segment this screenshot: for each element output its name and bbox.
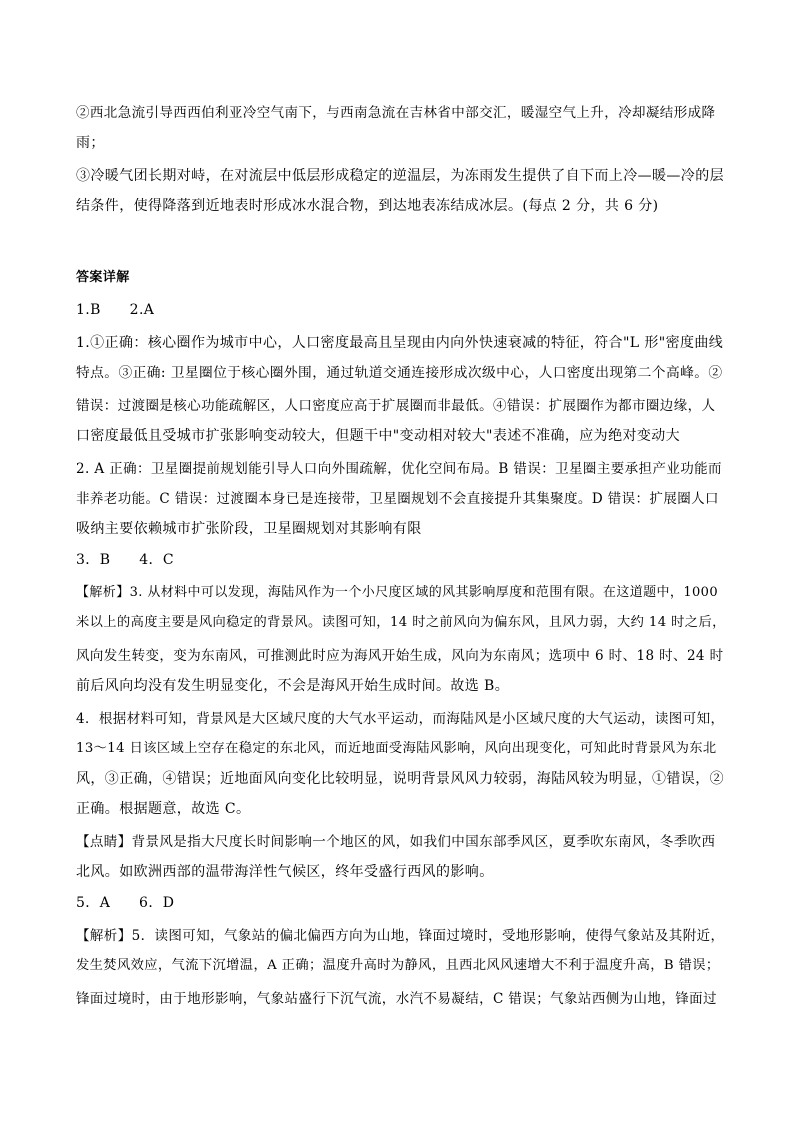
answers-1-2: 1.B 2.A [76, 302, 155, 318]
answer-point-2-line-2: 雨； [76, 135, 105, 151]
explanation-3-line-4: 前后风向均没有发生明显变化，不会是海风开始生成时间。故选 B。 [76, 678, 510, 694]
explanation-5-line-3: 锋面过境时，由于地形影响，气象站盛行下沉气流，水汽不易凝结，C 错误；气象站西侧为山地，锋面过 [76, 991, 717, 1007]
explanation-4-line-2: 13～14 日该区域上空存在稳定的东北风，而近地面受海陆风影响，风向出现变化，可知此时背景风为东北 [76, 741, 717, 756]
explanation-2-line-3: 吸纳主要依赖城市扩张阶段，卫星圈规划对其影响有限 [76, 521, 422, 537]
explanation-3-line-1: 【解析】3. 从材料中可以发现，海陆风作为一个小尺度区域的风其影响厚度和范围有限。在这道题中，1000 [76, 585, 719, 600]
explanation-4-line-4: 正确。根据题意，故选 C。 [76, 801, 251, 817]
explanation-3-line-2: 米以上的高度主要是风向稳定的背景风。读图可知，14 时之前风向为偏东风，且风力弱，大约 14 时之后， [76, 615, 726, 630]
explanation-2-line-2: 非养老功能。C 错误：过渡圈本身已是连接带，卫星圈规划不会直接提升其集聚度。D 错误：扩展圈人口 [76, 491, 719, 507]
answer-point-3-line-1: ③冷暖气团长期对峙，在对流层中低层形成稳定的逆温层，为冻雨发生提供了自下而上冷—暖—冷的层 [76, 168, 724, 184]
answer-point-2-line-1: ②西北急流引导西西伯利亚冷空气南下，与西南急流在吉林省中部交汇，暖湿空气上升，冷却凝结形成降 [76, 105, 716, 121]
explanation-3-line-3: 风向发生转变，变为东南风，可推测此时应为海风开始生成，风向为东南风；选项中 6 时、18 时、24 时 [76, 648, 724, 664]
answers-5-6: 5．A 6．D [76, 895, 175, 911]
explanation-5-line-2: 发生焚风效应，气流下沉增温，A 正确；温度升高时为静风，且西北风风速增大不利于温度升高，B 错误； [76, 958, 720, 973]
tip-line-1: 【点睛】背景风是指大尺度长时间影响一个地区的风，如我们中国东部季风区，夏季吹东南风，冬季吹西 [76, 834, 716, 850]
explanation-1-line-2: 特点。③正确: 卫星圈位于核心圈外围，通过轨道交通连接形成次级中心，人口密度出现第二个高峰。② [76, 365, 723, 381]
explanation-1-line-1: 1.①正确：核心圈作为城市中心，人口密度最高且呈现由内向外快速衰减的特征，符合"L 形"密度曲线 [76, 335, 724, 351]
explanation-2-line-1: 2. A 正确：卫星圈提前规划能引导人口向外围疏解，优化空间布局。B 错误：卫星圈主要承担产业功能而 [76, 461, 722, 477]
explanation-1-line-3: 错误：过渡圈是核心功能疏解区，人口密度应高于扩展圈而非最低。④错误：扩展圈作为都市圈边缘，人 [76, 398, 716, 414]
answer-detail-heading: 答案详解 [76, 270, 130, 285]
tip-line-2: 北风。如欧洲西部的温带海洋性气候区，终年受盛行西风的影响。 [76, 864, 494, 880]
answer-point-3-line-2: 结条件，使得降落到近地表时形成冰水混合物，到达地表冻结成冰层。(每点 2 分，共 6 分) [76, 198, 659, 214]
explanation-1-line-4: 口密度最低且受城市扩张影响变动较大，但题干中"变动相对较大"表述不准确，应为绝对变动大 [76, 428, 681, 444]
explanation-4-line-1: 4．根据材料可知，背景风是大区域尺度的大气水平运动，而海陆风是小区域尺度的大气运动，读图可知， [76, 711, 725, 727]
explanation-4-line-3: 风，③正确，④错误；近地面风向变化比较明显，说明背景风风力较弱，海陆风较为明显，①错误，② [76, 771, 724, 787]
explanation-5-line-1: 【解析】5．读图可知，气象站的偏北偏西方向为山地，锋面过境时，受地形影响，使得气象站及其附近， [76, 928, 725, 944]
answers-3-4: 3．B 4．C [76, 552, 175, 568]
